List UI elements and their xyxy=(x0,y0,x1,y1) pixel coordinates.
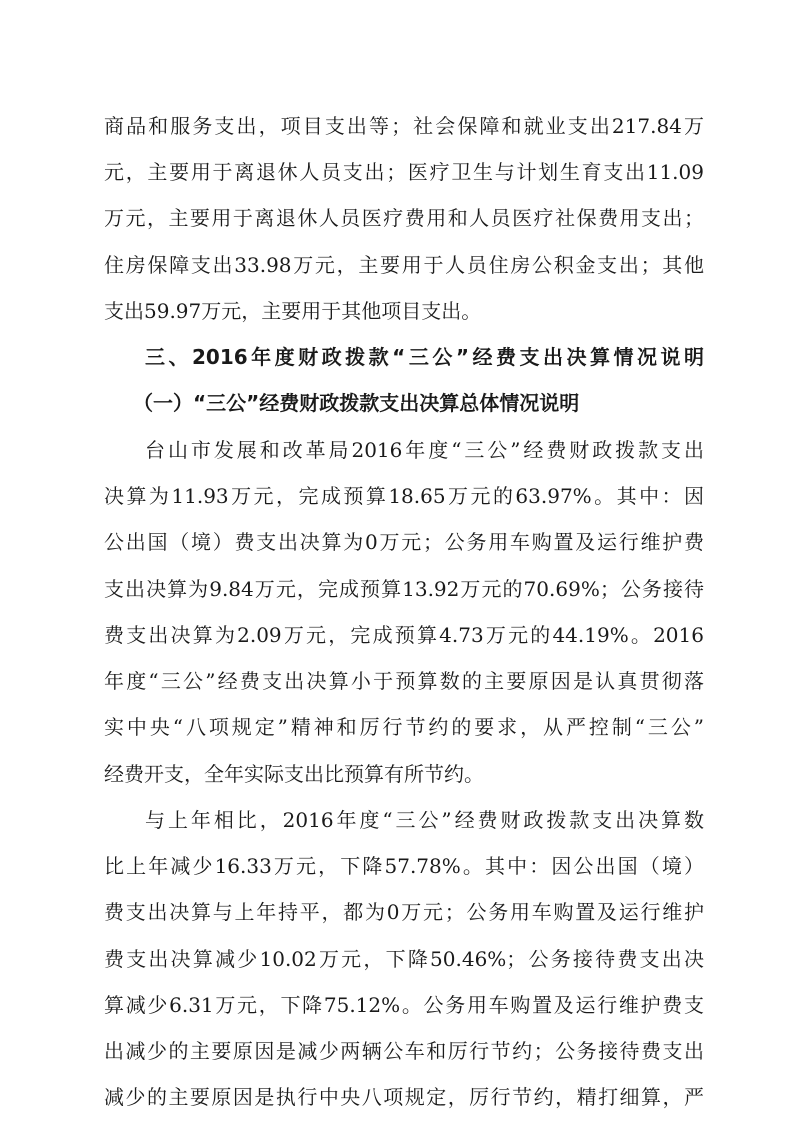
paragraph-line: 支出59.97万元，主要用于其他项目支出。 xyxy=(104,299,482,323)
paragraph-line: 台山市发展和改革局2016年度“三公”经费财政拨款支出 xyxy=(145,438,704,462)
paragraph-line: 年度“三公”经费支出决算小于预算数的主要原因是认真贯彻落 xyxy=(104,669,704,693)
paragraph-line: 万元，主要用于离退休人员医疗费用和人员医疗社保费用支出； xyxy=(104,206,704,230)
paragraph-line: 实中央“八项规定”精神和厉行节约的要求，从严控制“三公” xyxy=(104,715,704,739)
paragraph-line: 公出国（境）费支出决算为0万元；公务用车购置及运行维护费 xyxy=(104,530,704,554)
paragraph-line: 出减少的主要原因是减少两辆公车和厉行节约；公务接待费支出 xyxy=(104,1039,704,1063)
paragraph-line: 决算为11.93万元，完成预算18.65万元的63.97%。其中：因 xyxy=(104,484,704,508)
paragraph-line: 比上年减少16.33万元，下降57.78%。其中：因公出国（境） xyxy=(104,854,704,878)
paragraph-line: 减少的主要原因是执行中央八项规定，厉行节约，精打细算，严 xyxy=(104,1085,704,1109)
paragraph-line: 费支出决算与上年持平，都为0万元；公务用车购置及运行维护 xyxy=(104,900,704,924)
paragraph-line: 经费开支，全年实际支出比预算有所节约。 xyxy=(104,762,484,786)
subsection-heading: （一）“三公”经费财政拨款支出决算总体情况说明 xyxy=(133,391,580,415)
paragraph-line: 算减少6.31万元，下降75.12%。公务用车购置及运行维护费支 xyxy=(104,993,704,1017)
paragraph-line: 元，主要用于离退休人员支出；医疗卫生与计划生育支出11.09 xyxy=(104,160,704,184)
paragraph-line: 费支出决算为2.09万元，完成预算4.73万元的44.19%。2016 xyxy=(104,623,704,647)
paragraph-line: 商品和服务支出，项目支出等；社会保障和就业支出217.84万 xyxy=(104,114,704,138)
paragraph-line: 费支出决算减少10.02万元，下降50.46%；公务接待费支出决 xyxy=(104,947,704,971)
paragraph-line: 支出决算为9.84万元，完成预算13.92万元的70.69%；公务接待 xyxy=(104,577,704,601)
section-heading: 三、2016年度财政拨款“三公”经费支出决算情况说明 xyxy=(145,345,704,369)
paragraph-line: 与上年相比，2016年度“三公”经费财政拨款支出决算数 xyxy=(145,808,704,832)
paragraph-line: 住房保障支出33.98万元，主要用于人员住房公积金支出；其他 xyxy=(104,253,704,277)
